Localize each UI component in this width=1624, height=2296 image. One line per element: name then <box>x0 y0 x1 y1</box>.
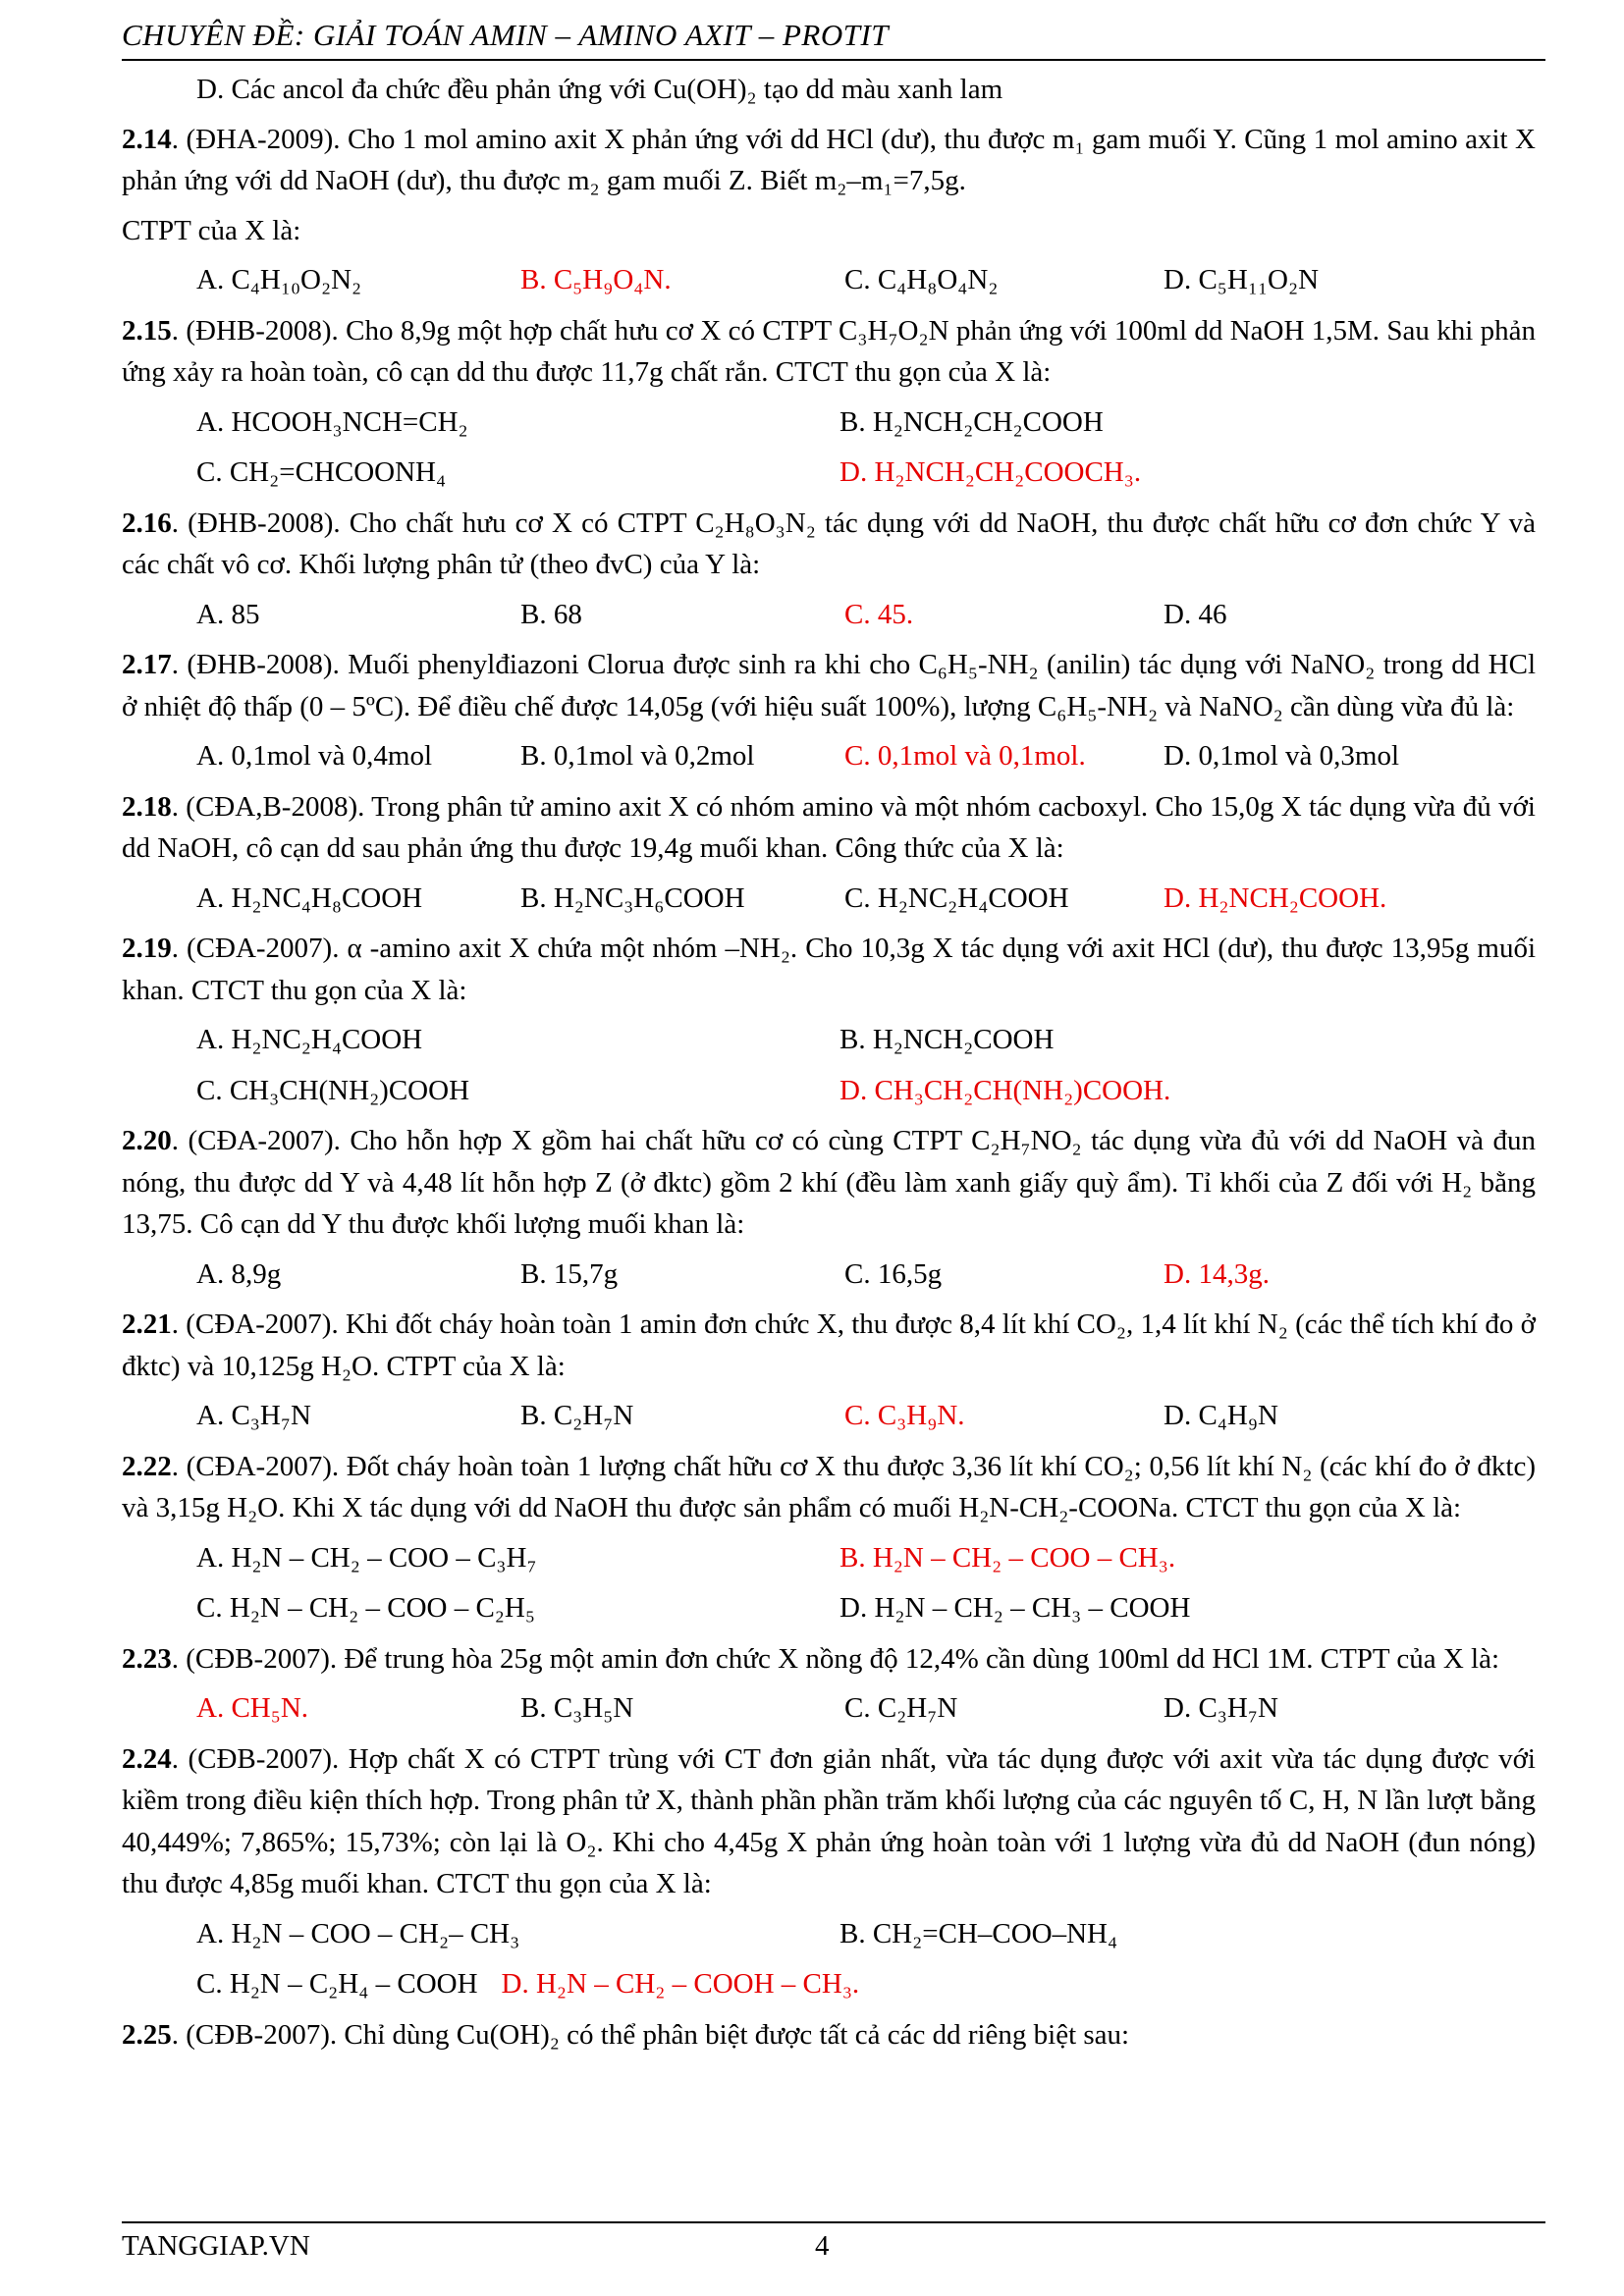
option-a: A. H₂N – COO – CH₂– CH₃ <box>196 1917 520 1949</box>
option-c: C. CH₃CH(NH₂)COOH <box>196 1074 470 1106</box>
footer-divider <box>122 2221 1545 2223</box>
option-d-correct: D. H₂NCH₂COOH. <box>1164 881 1387 914</box>
question-text: . (CĐA-2007). Khi đốt cháy hoàn toàn 1 amin đơn chức X, thu được 8,4 lít khí CO₂, 1,4 lít khí N₂ (các thể tích khí đo ở đktc) và 10,125g H₂O. CTPT của X là: <box>122 1308 1536 1382</box>
option-b-correct: B. H₂N – CH₂ – COO – CH₃. <box>839 1541 1176 1574</box>
option-c: C. C₂H₇N <box>844 1692 958 1724</box>
page-header-title: CHUYÊN ĐỀ: GIẢI TOÁN AMIN – AMINO AXIT – PROTIT <box>122 18 890 52</box>
option-d: D. C₃H₇N <box>1164 1692 1278 1724</box>
option-d: D. 46 <box>1164 598 1227 630</box>
option-a: A. H₂NC₄H₈COOH <box>196 881 423 914</box>
question-number: 2.20 <box>122 1125 172 1156</box>
question-number: 2.15 <box>122 314 172 347</box>
question-text: . (CĐB-2007). Chỉ dùng Cu(OH)₂ có thể phân biệt được tất cả các dd riêng biệt sau: <box>171 2018 1130 2051</box>
option-b: B. 68 <box>520 598 582 630</box>
option-a: A. 8,9g <box>196 1257 282 1290</box>
options-2-22-row1 <box>122 1537 1536 1579</box>
options-2-14 <box>122 259 1536 301</box>
option-a: A. H₂NC₂H₄COOH <box>196 1024 423 1055</box>
option-b: B. C₂H₇N <box>520 1400 634 1431</box>
footer-site: TANGGIAP.VN <box>122 2230 310 2262</box>
options-2-21 <box>122 1395 1536 1437</box>
question-text: . (CĐA,B-2008). Trong phân tử amino axit X có nhóm amino và một nhóm cacboxyl. Cho 15,0g X tác dụng vừa đủ với dd NaOH, cô cạn dd sau phản ứng thu được 19,4g muối khan. Công thức của X là: <box>122 790 1536 864</box>
question-number: 2.23 <box>122 1642 172 1675</box>
option-b: B. C₃H₅N <box>520 1692 634 1724</box>
option-a: A. H₂N – CH₂ – COO – C₃H₇ <box>196 1541 537 1574</box>
header-divider <box>122 59 1545 61</box>
question-number: 2.19 <box>122 933 172 964</box>
option-b: B. 15,7g <box>520 1257 619 1290</box>
question-2-15 <box>122 310 1536 394</box>
question-2-14 <box>122 119 1536 202</box>
question-text: . (CĐA-2007). α -amino axit X chứa một nhóm –NH₂. Cho 10,3g X tác dụng với axit HCl (dư), thu được 13,95g muối khan. CTCT thu gọn của X là: <box>122 933 1536 1006</box>
question-2-14-prompt: CTPT của X là: <box>122 214 301 246</box>
question-2-19 <box>122 928 1536 1011</box>
options-2-15-row1 <box>122 401 1536 444</box>
question-text: . (ĐHB-2008). Muối phenylđiazoni Clorua được sinh ra khi cho C₆H₅-NH₂ (anilin) tác dụng với NaNO₂ trong dd HCl ở nhiệt độ thấp (0 – 5ºC). Để điều chế được 14,05g (với hiệu suất 100%), lượng C₆H₅-NH₂ và NaNO₂ cần dùng vừa đủ là: <box>122 649 1536 722</box>
option-b: B. H₂NCH₂COOH <box>839 1024 1055 1055</box>
options-2-18 <box>122 878 1536 920</box>
option-b: B. H₂NC₃H₆COOH <box>520 881 745 914</box>
question-text: . (ĐHB-2008). Cho chất hưu cơ X có CTPT C₂H₈O₃N₂ tác dụng với dd NaOH, thu được chất hữu cơ đơn chức Y và các chất vô cơ. Khối lượng phân tử (theo đvC) của Y là: <box>122 507 1536 580</box>
option-c: C. H₂NC₂H₄COOH <box>844 881 1069 914</box>
question-2-23 <box>122 1638 1536 1681</box>
option-d: D. 0,1mol và 0,3mol <box>1164 740 1400 772</box>
question-number: 2.18 <box>122 790 172 823</box>
question-2-21 <box>122 1304 1536 1387</box>
option-a: A. HCOOH₃NCH=CH₂ <box>196 405 468 438</box>
option-d-correct: D. H₂N – CH₂ – COOH – CH₃. <box>501 1968 860 2000</box>
options-2-17 <box>122 735 1536 777</box>
question-number: 2.24 <box>122 1742 172 1775</box>
question-text: . (CĐA-2007). Cho hỗn hợp X gồm hai chất hữu cơ có cùng CTPT C₂H₇NO₂ tác dụng vừa đủ với dd NaOH và đun nóng, thu được dd Y và 4,48 lít hỗn hợp Z (ở đktc) gồm 2 khí (đều làm xanh giấy quỳ ẩm). Tỉ khối của Z đối với H₂ bằng 13,75. Cô cạn dd Y thu được khối lượng muối khan là: <box>122 1125 1536 1240</box>
question-text: . (CĐB-2007). Để trung hòa 25g một amin đơn chức X nồng độ 12,4% cần dùng 100ml dd HCl 1M. CTPT của X là: <box>171 1642 1500 1675</box>
page-number: 4 <box>815 2230 830 2262</box>
option-b: B. CH₂=CH–COO–NH₄ <box>839 1917 1118 1949</box>
question-2-17 <box>122 644 1536 727</box>
options-2-16 <box>122 594 1536 636</box>
previous-question-option: D. Các ancol đa chức đều phản ứng với Cu(OH)₂ tạo dd màu xanh lam <box>196 74 1003 105</box>
option-a: A. C₃H₇N <box>196 1400 311 1431</box>
question-text: . (CĐB-2007). Hợp chất X có CTPT trùng với CT đơn giản nhất, vừa tác dụng được với axit vừa tác dụng được với kiềm trong điều kiện thích hợp. Trong phân tử X, thành phần phần trăm khối lượng của các nguyên tố C, H, N lần lượt bằng 40,449%; 7,865%; 15,73%; còn lại là O₂. Khi cho 4,45g X phản ứng hoàn toàn với 1 lượng vừa đủ dd NaOH (đun nóng) thu được 4,85g muối khan. CTCT thu gọn của X là: <box>122 1742 1536 1899</box>
options-2-24-row1 <box>122 1913 1536 1955</box>
option-d: D. C₄H₉N <box>1164 1400 1278 1431</box>
question-2-22 <box>122 1446 1536 1529</box>
option-d: D. C₅H₁₁O₂N <box>1164 264 1320 295</box>
question-2-24 <box>122 1738 1536 1905</box>
option-a: A. C₄H₁₀O₂N₂ <box>196 264 362 295</box>
question-number: 2.16 <box>122 507 172 539</box>
options-2-15-row2 <box>122 452 1536 494</box>
options-2-24-row2 <box>122 1963 1536 2005</box>
option-b-correct: B. C₅H₉O₄N. <box>520 264 672 295</box>
option-c: C. CH₂=CHCOONH₄ <box>196 456 447 488</box>
option-a-correct: A. CH₅N. <box>196 1692 309 1724</box>
question-2-20 <box>122 1120 1536 1246</box>
option-c-correct: C. 45. <box>844 598 914 630</box>
option-d-correct: D. 14,3g. <box>1164 1257 1270 1290</box>
option-c: C. H₂N – CH₂ – COO – C₂H₅ <box>196 1592 535 1624</box>
option-d-correct: D. CH₃CH₂CH(NH₂)COOH. <box>839 1074 1171 1106</box>
question-2-16 <box>122 503 1536 586</box>
option-c-correct: C. 0,1mol và 0,1mol. <box>844 740 1086 772</box>
question-number: 2.22 <box>122 1450 172 1482</box>
option-a: A. 85 <box>196 598 260 630</box>
options-2-19-row2 <box>122 1070 1536 1112</box>
options-2-22-row2 <box>122 1587 1536 1629</box>
options-2-19-row1 <box>122 1019 1536 1061</box>
question-number: 2.21 <box>122 1308 172 1340</box>
question-number: 2.17 <box>122 649 172 680</box>
options-2-20 <box>122 1254 1536 1296</box>
options-2-23 <box>122 1687 1536 1730</box>
option-b: B. H₂NCH₂CH₂COOH <box>839 405 1104 438</box>
document-body <box>122 69 1536 2063</box>
option-c-correct: C. C₃H₉N. <box>844 1400 965 1431</box>
option-a: A. 0,1mol và 0,4mol <box>196 740 433 772</box>
option-d: D. H₂N – CH₂ – CH₃ – COOH <box>839 1592 1191 1624</box>
option-d-correct: D. H₂NCH₂CH₂COOCH₃. <box>839 456 1142 488</box>
option-b: B. 0,1mol và 0,2mol <box>520 740 755 772</box>
question-text: . (ĐHB-2008). Cho 8,9g một hợp chất hưu cơ X có CTPT C₃H₇O₂N phản ứng với 100ml dd NaOH 1,5M. Sau khi phản ứng xảy ra hoàn toàn, cô cạn dd thu được 11,7g chất rắn. CTCT thu gọn của X là: <box>122 314 1536 388</box>
option-c: C. C₄H₈O₄N₂ <box>844 264 999 295</box>
question-number: 2.14 <box>122 123 172 155</box>
question-text: . (ĐHA-2009). Cho 1 mol amino axit X phản ứng với dd HCl (dư), thu được m₁ gam muối Y. Cũng 1 mol amino axit X phản ứng với dd NaOH (dư), thu được m₂ gam muối Z. Biết m₂–m₁=7,5g. <box>122 123 1536 196</box>
option-c: C. H₂N – C₂H₄ – COOH <box>196 1968 478 2000</box>
option-c: C. 16,5g <box>844 1257 943 1290</box>
question-text: . (CĐA-2007). Đốt cháy hoàn toàn 1 lượng chất hữu cơ X thu được 3,36 lít khí CO₂; 0,56 lít khí N₂ (các khí đo ở đktc) và 3,15g H₂O. Khi X tác dụng với dd NaOH thu được sản phẩm có muối H₂N-CH₂-COONa. CTCT thu gọn của X là: <box>122 1450 1536 1523</box>
question-number: 2.25 <box>122 2018 172 2051</box>
question-2-25 <box>122 2014 1536 2056</box>
question-2-18 <box>122 786 1536 870</box>
